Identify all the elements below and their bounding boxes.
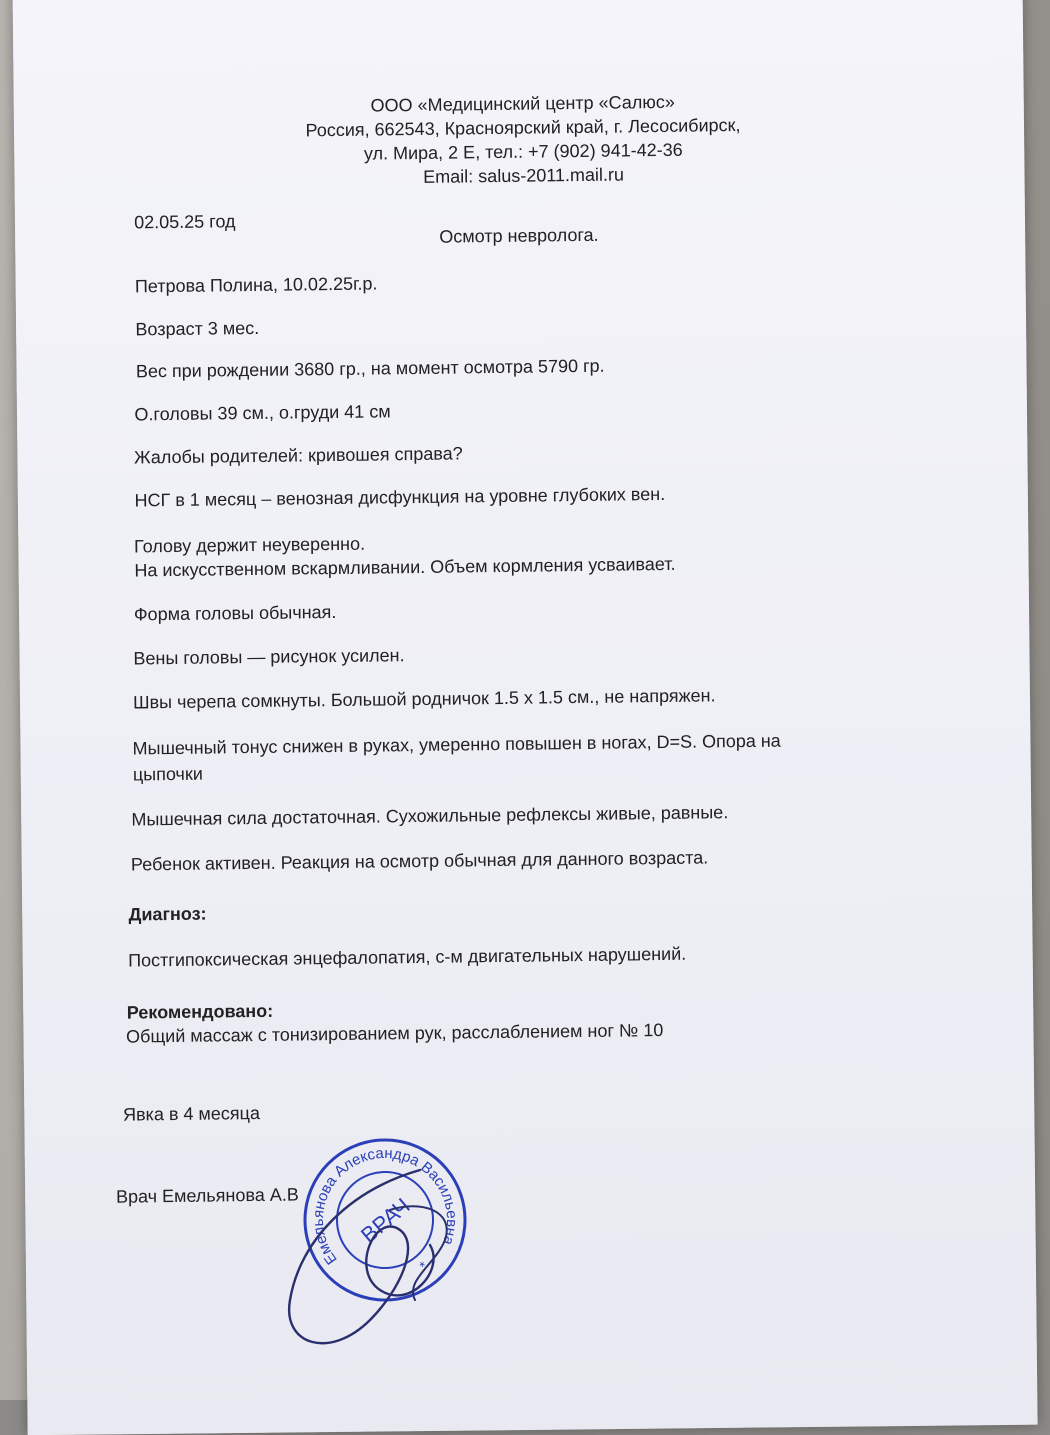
sutures-line: Швы черепа сомкнуты. Большой родничок 1.5 х 1.5 см., не напряжен. — [132, 685, 716, 713]
tone-line: Мышечный тонус снижен в руках, умеренно повышен в ногах, D=S. Опора на — [132, 730, 781, 759]
tone-line-cont: цыпочки — [132, 763, 203, 785]
doctor-line: Врач Емельянова А.В — [115, 1184, 299, 1207]
diagnosis-text: Постгипоксическая энцефалопатия, с-м двигательных нарушений. — [128, 943, 687, 971]
age-line: Возраст 3 мес. — [135, 317, 260, 340]
org-address-line2: ул. Мира, 2 Е, тел.: +7 (902) 941-42-36 — [363, 139, 683, 164]
org-email: Email: salus-2011.mail.ru — [423, 164, 625, 187]
complaints-line: Жалобы родителей: кривошея справа? — [133, 443, 463, 468]
recommended-label: Рекомендовано: — [126, 1000, 274, 1023]
followup-line: Явка в 4 месяца — [122, 1102, 261, 1125]
nsg-line: НСГ в 1 месяц – венозная дисфункция на уровне глубоких вен. — [134, 483, 666, 511]
org-name: ООО «Медицинский центр «Салюс» — [370, 91, 675, 116]
stamp-star-icon: * — [416, 1258, 431, 1274]
diagnosis-label: Диагноз: — [128, 903, 207, 925]
circumference-line: О.головы 39 см., о.груди 41 см — [134, 401, 391, 425]
letterhead — [233, 88, 814, 191]
feeding-line: На искусственном вскармливании. Объем кормления усваивает. — [134, 553, 676, 581]
patient-line: Петрова Полина, 10.02.25г.р. — [134, 273, 378, 297]
recommended-text: Общий массаж с тонизированием рук, расслаблением ног № 10 — [125, 1020, 664, 1047]
doctor-signature — [270, 1150, 490, 1370]
activity-line: Ребенок активен. Реакция на осмотр обычная для данного возраста. — [130, 847, 709, 875]
exam-date: 02.05.25 год — [134, 211, 236, 233]
head-shape-line: Форма головы обычная. — [133, 601, 337, 625]
document-title: Осмотр невролога. — [439, 224, 599, 247]
veins-line: Вены головы — рисунок усилен. — [133, 645, 405, 669]
stamp-ring-text: Емельянова Александра Васильевна — [309, 1144, 461, 1268]
strength-line: Мышечная сила достаточная. Сухожильные рефлексы живые, равные. — [131, 802, 729, 830]
weight-line: Вес при рождении 3680 гр., на момент осмотра 5790 гр. — [135, 355, 605, 382]
head-hold-line: Голову держит неуверенно. — [133, 533, 366, 557]
stamp-center-text: ВРАЧ — [356, 1192, 415, 1248]
org-address-line1: Россия, 662543, Красноярский край, г. Лесосибирск, — [305, 115, 741, 141]
